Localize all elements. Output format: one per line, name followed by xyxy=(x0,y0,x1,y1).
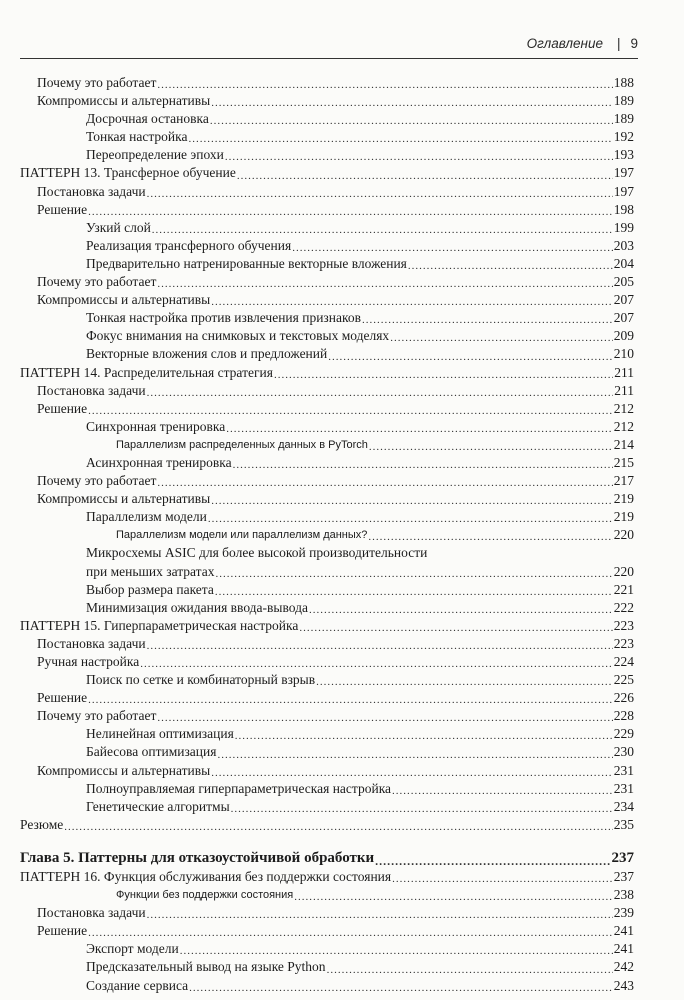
toc-entry[interactable] xyxy=(20,508,634,526)
dot-leader xyxy=(226,422,613,436)
dot-leader xyxy=(189,981,613,995)
toc-entry-title: Минимизация ожидания ввода-вывода xyxy=(86,599,308,615)
toc-page-number: 188 xyxy=(613,75,634,90)
toc-page-number: 199 xyxy=(613,219,634,235)
toc-page-number: 217 xyxy=(613,473,634,489)
toc-page-number: 214 xyxy=(613,436,634,452)
dot-leader xyxy=(88,404,613,418)
toc-entry[interactable] xyxy=(20,92,634,110)
toc-entry-title: Экспорт модели xyxy=(86,941,179,957)
toc-page-number: 197 xyxy=(613,165,634,181)
dot-leader xyxy=(392,872,613,886)
dot-leader xyxy=(208,512,613,526)
running-head xyxy=(20,36,638,51)
toc-entry-title: Почему это работает xyxy=(37,708,157,724)
toc-page-number: 229 xyxy=(613,726,634,742)
toc-entry[interactable] xyxy=(20,201,634,219)
toc-entry[interactable] xyxy=(20,110,634,128)
toc-entry[interactable] xyxy=(20,940,634,958)
toc-entry-title: Досрочная остановка xyxy=(86,111,209,127)
toc-page-number: 221 xyxy=(613,581,634,597)
toc-page-number: 215 xyxy=(613,454,634,470)
toc-page-number: 192 xyxy=(613,129,634,145)
toc-entry-title: ПАТТЕРН 15. Гиперпараметрическая настройка xyxy=(20,617,299,633)
dot-leader xyxy=(328,350,613,364)
toc-page-number: 205 xyxy=(613,274,634,290)
toc-entry[interactable] xyxy=(20,762,634,780)
toc-page-number: 220 xyxy=(613,527,634,543)
toc-entry-title: Постановка задачи xyxy=(37,382,146,398)
toc-entry-title: Параллелизм модели или параллелизм данных? xyxy=(116,529,368,542)
toc-entry[interactable] xyxy=(20,345,634,363)
dot-leader xyxy=(316,675,613,689)
dot-leader xyxy=(157,78,612,92)
toc-page-number: 238 xyxy=(613,887,634,903)
dot-leader xyxy=(211,96,613,110)
dot-leader xyxy=(88,693,613,707)
toc-entry[interactable] xyxy=(20,653,634,671)
toc-page-number: 222 xyxy=(613,599,634,615)
dot-leader xyxy=(231,802,613,816)
toc-entry[interactable] xyxy=(20,128,634,146)
toc-entry[interactable] xyxy=(20,958,634,976)
toc-entry[interactable] xyxy=(20,526,634,544)
toc-page-number: 231 xyxy=(613,762,634,778)
toc-entry[interactable] xyxy=(20,273,634,291)
toc-page-number: 226 xyxy=(613,690,634,706)
toc-entry-title: Решение xyxy=(37,690,88,706)
toc-entry-title: ПАТТЕРН 16. Функция обслуживания без поддержки состояния xyxy=(20,868,392,884)
toc-entry-title: Байесова оптимизация xyxy=(86,744,217,760)
toc-page-number: 211 xyxy=(614,364,634,380)
toc-page-number: 230 xyxy=(613,744,634,760)
dot-leader xyxy=(211,494,613,508)
dot-leader xyxy=(368,530,612,544)
toc-entry[interactable] xyxy=(20,472,634,490)
toc-entry-title: Тонкая настройка xyxy=(86,129,188,145)
toc-entry[interactable] xyxy=(20,400,634,418)
dot-leader xyxy=(390,331,613,345)
toc-page-number: 228 xyxy=(613,708,634,724)
section-title: Оглавление xyxy=(526,36,603,51)
toc-page-number: 239 xyxy=(613,905,634,921)
toc-entry-title: Почему это работает xyxy=(37,473,157,489)
toc-entry[interactable] xyxy=(20,309,634,327)
dot-leader xyxy=(225,150,613,164)
toc-page-number: 198 xyxy=(613,201,634,217)
toc-entry[interactable] xyxy=(20,544,634,562)
dot-leader xyxy=(392,784,613,798)
toc-entry-title: Поиск по сетке и комбинаторный взрыв xyxy=(86,672,316,688)
toc-entry[interactable] xyxy=(20,671,634,689)
toc-page-number: 231 xyxy=(613,780,634,796)
toc-entry[interactable] xyxy=(20,219,634,237)
dot-leader xyxy=(64,820,612,834)
toc-page-number: 243 xyxy=(613,977,634,993)
dot-leader xyxy=(408,259,613,273)
toc-entry-title: Компромиссы и альтернативы xyxy=(37,491,211,507)
toc-entry[interactable] xyxy=(20,635,634,653)
dot-leader xyxy=(147,187,613,201)
header-rule xyxy=(20,58,638,59)
toc-page-number: 212 xyxy=(613,400,634,416)
toc-entry-title: Генетические алгоритмы xyxy=(86,798,230,814)
dot-leader xyxy=(152,223,613,237)
toc-entry[interactable] xyxy=(20,183,634,201)
toc-entry[interactable] xyxy=(20,798,634,816)
toc-entry[interactable] xyxy=(20,581,634,599)
dot-leader xyxy=(157,277,612,291)
dot-leader xyxy=(157,711,612,725)
toc-entry[interactable] xyxy=(20,904,634,922)
toc-entry-title: Решение xyxy=(37,400,88,416)
toc-entry-title: Глава 5. Паттерны для отказоустойчивой обработки xyxy=(20,849,375,866)
toc-entry[interactable] xyxy=(20,725,634,743)
toc-page-number: 203 xyxy=(613,237,634,253)
toc-page-number: 223 xyxy=(613,635,634,651)
dot-leader xyxy=(215,585,613,599)
dot-leader xyxy=(237,169,613,183)
dot-leader xyxy=(309,603,613,617)
toc-entry[interactable] xyxy=(20,146,634,164)
toc-page-number: 242 xyxy=(613,959,634,975)
toc-entry-title: Функции без поддержки состояния xyxy=(116,889,294,902)
dot-leader xyxy=(88,205,613,219)
toc-entry-title: Почему это работает xyxy=(37,274,157,290)
toc-entry-title: Параллелизм модели xyxy=(86,509,207,525)
toc-entry-title: Выбор размера пакета xyxy=(86,581,214,597)
toc-page-number: 189 xyxy=(613,93,634,109)
dot-leader xyxy=(217,748,612,762)
toc-entry-title: Фокус внимания на снимковых и текстовых моделях xyxy=(86,328,390,344)
toc-entry-title: Тонкая настройка против извлечения признаков xyxy=(86,310,361,326)
toc-entry[interactable] xyxy=(20,327,634,345)
toc-entry-title: Переопределение эпохи xyxy=(86,147,224,163)
toc-entry[interactable] xyxy=(20,707,634,725)
toc-page-number: 207 xyxy=(613,292,634,308)
dot-leader xyxy=(369,440,613,454)
toc-entry[interactable] xyxy=(20,599,634,617)
toc-entry-continuation[interactable] xyxy=(20,563,634,581)
toc-page-number: 237 xyxy=(613,868,634,884)
toc-entry-title: Предсказательный вывод на языке Python xyxy=(86,959,326,975)
toc-page-number: 234 xyxy=(613,798,634,814)
toc-entry-title: Предварительно натренированные векторные вложения xyxy=(86,255,407,271)
dot-leader xyxy=(147,386,614,400)
toc-entry-title: ПАТТЕРН 14. Распределительная стратегия xyxy=(20,364,273,380)
dot-leader xyxy=(292,241,613,255)
toc-page-number: 241 xyxy=(613,923,634,939)
toc-page-number: 193 xyxy=(613,147,634,163)
toc-entry[interactable] xyxy=(20,418,634,436)
toc-entry[interactable] xyxy=(20,74,634,92)
toc-page-number: 220 xyxy=(613,563,634,579)
toc-page-number: 211 xyxy=(614,382,634,398)
toc-entry[interactable] xyxy=(20,977,634,995)
toc-entry-title: Реализация трансферного обучения xyxy=(86,237,292,253)
dot-leader xyxy=(157,476,612,490)
toc-entry-title: Асинхронная тренировка xyxy=(86,454,232,470)
toc-entry[interactable] xyxy=(20,436,634,454)
toc-entry-title: Постановка задачи xyxy=(37,635,146,651)
toc-entry[interactable] xyxy=(20,490,634,508)
toc-entry-title: Синхронная тренировка xyxy=(86,418,226,434)
toc-entry-title: Микросхемы ASIC для более высокой производительности xyxy=(86,545,428,561)
dot-leader xyxy=(215,567,612,581)
toc-entry-title: Узкий слой xyxy=(86,219,151,235)
dot-leader xyxy=(362,313,613,327)
toc-entry-title: Создание сервиса xyxy=(86,977,189,993)
toc-page-number: 207 xyxy=(613,310,634,326)
page-number: 9 xyxy=(630,36,638,51)
toc-entry[interactable] xyxy=(20,617,634,635)
toc-entry[interactable] xyxy=(20,454,634,472)
toc-page-number: 219 xyxy=(613,491,634,507)
toc-page-number: 224 xyxy=(613,654,634,669)
toc-entry[interactable] xyxy=(20,382,634,400)
toc-page-number: 219 xyxy=(613,509,634,525)
table-of-contents xyxy=(20,74,634,995)
toc-entry[interactable] xyxy=(20,780,634,798)
toc-entry-title: ПАТТЕРН 13. Трансферное обучение xyxy=(20,165,236,181)
toc-page-number: 210 xyxy=(613,346,634,362)
dot-leader xyxy=(235,729,613,743)
toc-page-number: 209 xyxy=(613,328,634,344)
dot-leader xyxy=(327,963,613,977)
toc-page-number: 237 xyxy=(611,849,634,866)
toc-entry-title: Резюме xyxy=(20,816,64,832)
toc-entry[interactable] xyxy=(20,868,634,886)
toc-page-number: 223 xyxy=(613,617,634,633)
toc-page-number: 241 xyxy=(613,941,634,957)
toc-entry-title: Нелинейная оптимизация xyxy=(86,726,234,742)
toc-page-number: 225 xyxy=(613,672,634,688)
toc-entry-title: Компромиссы и альтернативы xyxy=(37,93,211,109)
dot-leader xyxy=(274,368,613,382)
toc-entry[interactable] xyxy=(20,743,634,761)
dot-leader xyxy=(147,639,613,653)
toc-entry-title: Параллелизм распределенных данных в PyTorch xyxy=(116,438,368,451)
toc-entry-title: Почему это работает xyxy=(37,75,157,90)
toc-entry-title: Решение xyxy=(37,923,88,939)
dot-leader xyxy=(88,926,613,940)
toc-entry-title: Компромиссы и альтернативы xyxy=(37,762,211,778)
toc-page-number: 204 xyxy=(613,255,634,271)
toc-entry[interactable] xyxy=(20,886,634,904)
toc-chapter-entry[interactable] xyxy=(20,849,634,868)
dot-leader xyxy=(180,944,613,958)
toc-entry-title: Полноуправляемая гиперпараметрическая настройка xyxy=(86,780,392,796)
dot-leader xyxy=(188,132,612,146)
dot-leader xyxy=(140,657,613,671)
toc-entry-title: Постановка задачи xyxy=(37,905,146,921)
toc-entry[interactable] xyxy=(20,816,634,834)
dot-leader xyxy=(375,854,610,868)
dot-leader xyxy=(233,458,613,472)
toc-entry[interactable] xyxy=(20,291,634,309)
toc-entry-title: Ручная настройка xyxy=(37,654,140,669)
toc-entry-title: Векторные вложения слов и предложений xyxy=(86,346,328,362)
dot-leader xyxy=(211,766,613,780)
dot-leader xyxy=(294,890,613,904)
toc-entry-title: Решение xyxy=(37,201,88,217)
toc-entry[interactable] xyxy=(20,164,634,182)
chapter-gap xyxy=(20,834,634,849)
toc-entry[interactable] xyxy=(20,237,634,255)
toc-entry-title: при меньших затратах xyxy=(86,563,215,579)
dot-leader xyxy=(210,114,613,128)
dot-leader xyxy=(211,295,613,309)
toc-page-number: 235 xyxy=(613,816,634,832)
dot-leader xyxy=(299,621,612,635)
toc-entry[interactable] xyxy=(20,364,634,382)
dot-leader xyxy=(147,908,613,922)
toc-entry[interactable] xyxy=(20,689,634,707)
toc-page-number: 212 xyxy=(613,418,634,434)
toc-entry[interactable] xyxy=(20,922,634,940)
toc-page-number: 189 xyxy=(613,111,634,127)
toc-entry-title: Постановка задачи xyxy=(37,183,146,199)
header-separator: | xyxy=(616,36,621,51)
toc-entry-title: Компромиссы и альтернативы xyxy=(37,292,211,308)
toc-page-number: 197 xyxy=(613,183,634,199)
toc-entry[interactable] xyxy=(20,255,634,273)
